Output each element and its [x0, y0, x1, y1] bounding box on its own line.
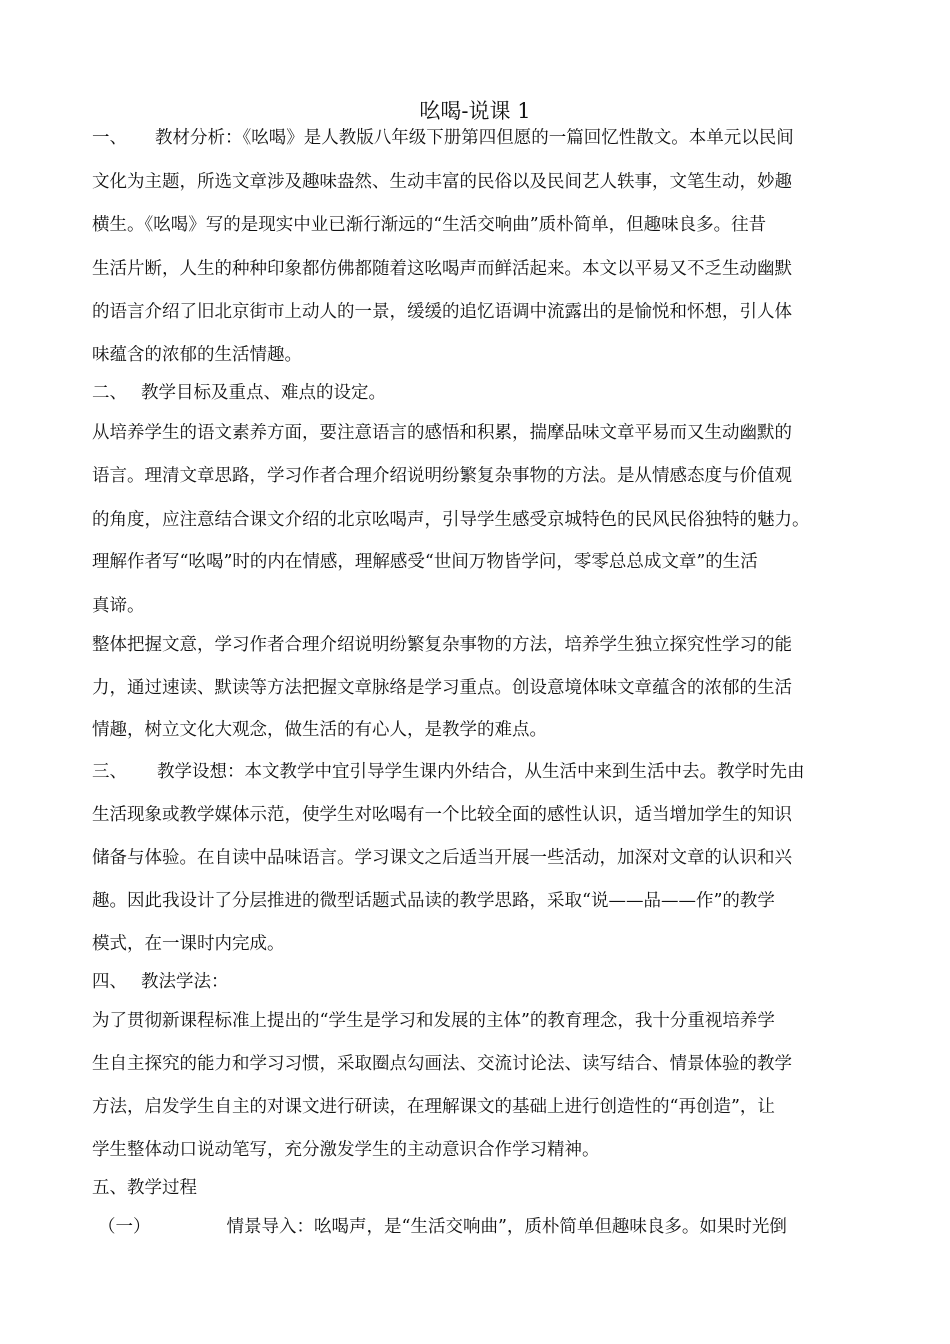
line-text: 教学设想：本文教学中宜引导学生课内外结合，从生活中来到生活中去。教学时先由 — [157, 762, 805, 782]
line-text: 教法学法： — [141, 972, 229, 992]
line-text: 生自主探究的能力和学习习惯，采取圈点勾画法、交流讨论法、读写结合、情景体验的教学 — [92, 1054, 792, 1074]
line-text: 教学目标及重点、难点的设定。 — [141, 383, 386, 403]
line-text: 力，通过速读、默读等方法把握文章脉络是学习重点。创设意境体味文章蕴含的浓郁的生活 — [92, 678, 792, 698]
line-text: 味蕴含的浓郁的生活情趣。 — [92, 345, 302, 365]
line-text: 文化为主题，所选文章涉及趣味盎然、生动丰富的民俗以及民间艺人轶事，文笔生动，妙趣 — [92, 172, 792, 192]
text-line — [92, 632, 862, 658]
line-text: 整体把握文意，学习作者合理介绍说明纷繁复杂事物的方法，培养学生独立探究性学习的能 — [92, 635, 792, 655]
section-number: 四、 — [92, 972, 127, 992]
text-line — [92, 342, 862, 368]
line-text: 为了贯彻新课程标准上提出的“学生是学习和发展的主体”的教育理念，我十分重视培养学 — [92, 1011, 775, 1031]
text-line — [92, 420, 862, 446]
text-line — [92, 1051, 862, 1077]
line-text: 情景导入：吆喝声，是“生活交响曲”，质朴简单但趣味良多。如果时光倒 — [226, 1217, 787, 1237]
line-text: 真谛。 — [92, 596, 145, 616]
line-text: 理解作者写“吆喝”时的内在情感，理解感受“世间万物皆学问，零零总总成文章”的生活 — [92, 552, 758, 572]
document-title: 吆喝-说课 1 — [419, 99, 531, 123]
text-line — [92, 969, 862, 995]
text-line — [92, 299, 862, 325]
text-line — [92, 212, 862, 238]
line-text: 教材分析：《吆喝》是人教版八年级下册第四但愿的一篇回忆性散文。本单元以民间 — [155, 128, 794, 148]
line-text: 语言。理清文章思路，学习作者合理介绍说明纷繁复杂事物的方法。是从情感态度与价值观 — [92, 466, 792, 486]
section-number: （一） — [98, 1217, 151, 1237]
line-text: 生活现象或教学媒体示范，使学生对吆喝有一个比较全面的感性认识，适当增加学生的知识 — [92, 805, 792, 825]
text-line — [92, 717, 862, 743]
text-line — [92, 1137, 862, 1163]
text-line — [92, 125, 862, 151]
line-text: 的语言介绍了旧北京街市上动人的一景，缓缓的追忆语调中流露出的是愉悦和怀想，引人体 — [92, 302, 792, 322]
text-line — [92, 169, 862, 195]
text-line — [92, 463, 862, 489]
line-text: 模式，在一课时内完成。 — [92, 934, 285, 954]
text-line — [92, 1094, 862, 1120]
line-text: 方法，启发学生自主的对课文进行研读，在理解课文的基础上进行创造性的“再创造”，让 — [92, 1097, 775, 1117]
text-line — [92, 675, 862, 701]
text-line — [92, 507, 862, 533]
text-line — [92, 256, 862, 282]
line-text: 学生整体动口说动笔写，充分激发学生的主动意识合作学习精神。 — [92, 1140, 600, 1160]
section-number: 三、 — [92, 762, 127, 782]
text-line — [92, 1175, 862, 1201]
line-text: 的角度，应注意结合课文介绍的北京吆喝声，引导学生感受京城特色的民风民俗独特的魅力。 — [92, 510, 810, 530]
line-text: 从培养学生的语文素养方面，要注意语言的感悟和积累，揣摩品味文章平易而又生动幽默的 — [92, 423, 792, 443]
text-line — [92, 888, 862, 914]
line-text: 横生。《吆喝》写的是现实中业已渐行渐远的“生活交响曲”质朴简单，但趣味良多。往昔 — [92, 215, 767, 235]
text-line — [92, 759, 862, 785]
text-line — [92, 931, 862, 957]
text-line — [92, 549, 862, 575]
text-line — [92, 802, 862, 828]
section-number: 一、 — [92, 128, 127, 148]
text-line — [92, 1008, 862, 1034]
line-text: 储备与体验。在自读中品味语言。学习课文之后适当开展一些活动，加深对文章的认识和兴 — [92, 848, 792, 868]
text-line — [98, 1214, 868, 1240]
text-line — [92, 845, 862, 871]
line-text: 五、教学过程 — [92, 1178, 197, 1198]
text-line — [92, 380, 862, 406]
line-text: 趣。因此我设计了分层推进的微型话题式品读的教学思路，采取“说——品——作”的教学 — [92, 891, 775, 911]
section-number: 二、 — [92, 383, 127, 403]
text-line — [92, 593, 862, 619]
line-text: 情趣，树立文化大观念，做生活的有心人，是教学的难点。 — [92, 720, 547, 740]
line-text: 生活片断，人生的种种印象都仿佛都随着这吆喝声而鲜活起来。本文以平易又不乏生动幽默 — [92, 259, 792, 279]
